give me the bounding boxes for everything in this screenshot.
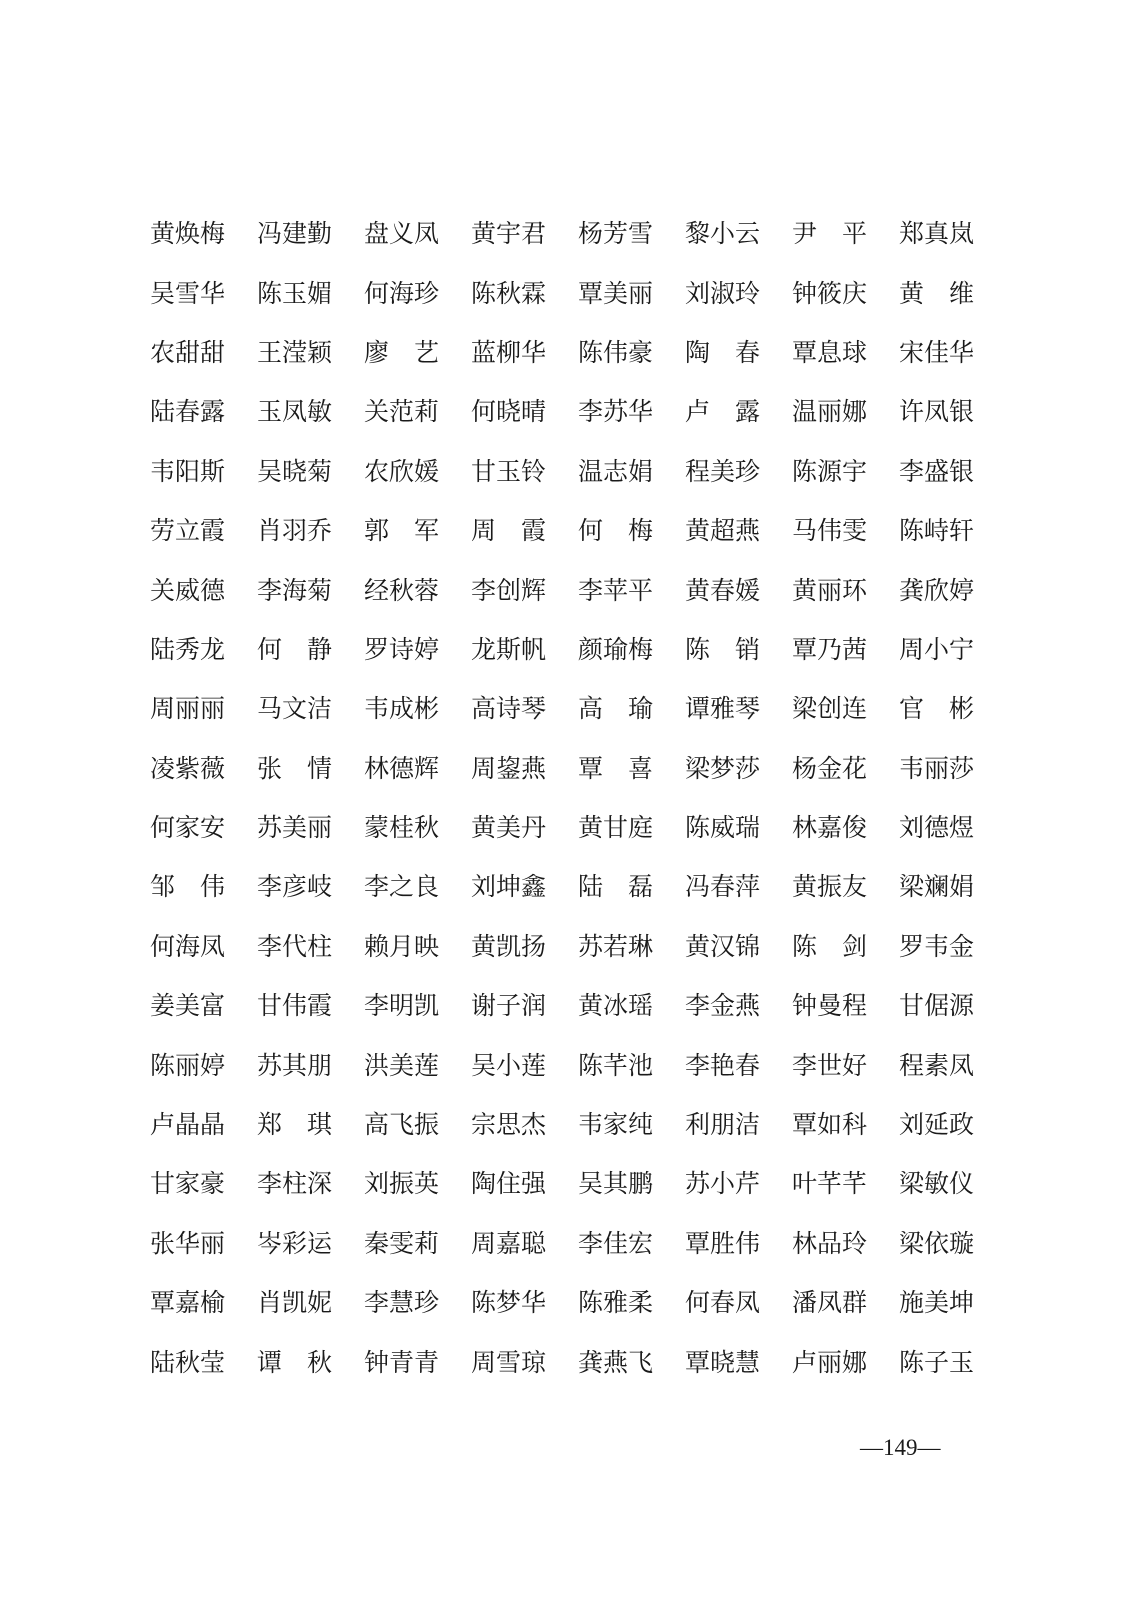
name-row xyxy=(150,798,980,857)
name-entry: 陶 春 xyxy=(685,337,761,367)
name-entry: 李世好 xyxy=(792,1050,868,1080)
name-entry: 周雪琼 xyxy=(471,1347,547,1377)
name-entry: 岑彩运 xyxy=(257,1228,333,1258)
name-row xyxy=(150,1035,980,1094)
name-entry: 苏其朋 xyxy=(257,1050,333,1080)
name-entry: 陈峙轩 xyxy=(899,516,975,546)
name-entry: 梁敏仪 xyxy=(899,1169,975,1199)
name-entry: 冯春萍 xyxy=(685,872,761,902)
name-entry: 官 彬 xyxy=(899,694,975,724)
name-entry: 何 梅 xyxy=(578,516,654,546)
name-entry: 宋佳华 xyxy=(899,337,975,367)
name-row xyxy=(150,501,980,560)
name-row xyxy=(150,679,980,738)
name-entry: 周丽丽 xyxy=(150,694,226,724)
name-entry: 马文洁 xyxy=(257,694,333,724)
name-entry: 陈伟豪 xyxy=(578,337,654,367)
name-entry: 陈丽婷 xyxy=(150,1050,226,1080)
name-entry: 高 瑜 xyxy=(578,694,654,724)
name-entry: 钟青青 xyxy=(364,1347,440,1377)
name-entry: 肖羽乔 xyxy=(257,516,333,546)
name-entry: 陈梦华 xyxy=(471,1288,547,1318)
name-entry: 黄凯扬 xyxy=(471,931,547,961)
name-entry: 张华丽 xyxy=(150,1228,226,1258)
name-entry: 覃乃茜 xyxy=(792,634,868,664)
name-entry: 陶住强 xyxy=(471,1169,547,1199)
name-entry: 覃息球 xyxy=(792,337,868,367)
name-entry: 甘伟霞 xyxy=(257,991,333,1021)
name-entry: 甘玉铃 xyxy=(471,456,547,486)
name-entry: 覃 喜 xyxy=(578,753,654,783)
name-row xyxy=(150,323,980,382)
name-entry: 甘家豪 xyxy=(150,1169,226,1199)
name-row xyxy=(150,204,980,263)
name-row xyxy=(150,620,980,679)
name-entry: 李海菊 xyxy=(257,575,333,605)
name-entry: 何家安 xyxy=(150,813,226,843)
name-entry: 李苏华 xyxy=(578,397,654,427)
name-entry: 钟曼程 xyxy=(792,991,868,1021)
name-entry: 覃嘉榆 xyxy=(150,1288,226,1318)
name-entry: 李佳宏 xyxy=(578,1228,654,1258)
name-entry: 利朋洁 xyxy=(685,1110,761,1140)
name-entry: 吴小莲 xyxy=(471,1050,547,1080)
name-entry: 黄宇君 xyxy=(471,219,547,249)
name-entry: 梁创连 xyxy=(792,694,868,724)
name-entry: 潘凤群 xyxy=(792,1288,868,1318)
name-entry: 罗韦金 xyxy=(899,931,975,961)
name-entry: 谭 秋 xyxy=(257,1347,333,1377)
name-entry: 关威德 xyxy=(150,575,226,605)
name-entry: 李盛银 xyxy=(899,456,975,486)
name-entry: 蒙桂秋 xyxy=(364,813,440,843)
name-entry: 李柱深 xyxy=(257,1169,333,1199)
name-entry: 陈 销 xyxy=(685,634,761,664)
name-entry: 杨芳雪 xyxy=(578,219,654,249)
name-entry: 苏小芹 xyxy=(685,1169,761,1199)
name-entry: 黄 维 xyxy=(899,278,975,308)
name-entry: 陈玉媚 xyxy=(257,278,333,308)
name-row xyxy=(150,382,980,441)
name-entry: 王滢颖 xyxy=(257,337,333,367)
name-entry: 黄振友 xyxy=(792,872,868,902)
name-entry: 高诗琴 xyxy=(471,694,547,724)
name-entry: 卢 露 xyxy=(685,397,761,427)
name-entry: 梁斓娟 xyxy=(899,872,975,902)
name-entry: 黄超燕 xyxy=(685,516,761,546)
name-entry: 劳立霞 xyxy=(150,516,226,546)
name-entry: 卢丽娜 xyxy=(792,1347,868,1377)
name-row xyxy=(150,1154,980,1213)
name-entry: 李艳春 xyxy=(685,1050,761,1080)
name-entry: 何春凤 xyxy=(685,1288,761,1318)
name-row xyxy=(150,1273,980,1332)
name-entry: 许凤银 xyxy=(899,397,975,427)
name-entry: 龙斯帆 xyxy=(471,634,547,664)
name-row xyxy=(150,976,980,1035)
name-entry: 肖凯妮 xyxy=(257,1288,333,1318)
name-entry: 黄美丹 xyxy=(471,813,547,843)
name-entry: 陈雅柔 xyxy=(578,1288,654,1318)
name-entry: 黄春媛 xyxy=(685,575,761,605)
name-entry: 刘淑玲 xyxy=(685,278,761,308)
name-entry: 杨金花 xyxy=(792,753,868,783)
name-entry: 周嘉聪 xyxy=(471,1228,547,1258)
name-list xyxy=(150,204,980,1392)
name-entry: 叶芊芊 xyxy=(792,1169,868,1199)
name-row xyxy=(150,560,980,619)
name-entry: 李苹平 xyxy=(578,575,654,605)
name-entry: 林嘉俊 xyxy=(792,813,868,843)
name-entry: 周鋆燕 xyxy=(471,753,547,783)
name-entry: 何海凤 xyxy=(150,931,226,961)
name-entry: 赖月映 xyxy=(364,931,440,961)
name-row xyxy=(150,1332,980,1391)
name-entry: 陈芊池 xyxy=(578,1050,654,1080)
name-entry: 罗诗婷 xyxy=(364,634,440,664)
name-entry: 玉凤敏 xyxy=(257,397,333,427)
name-entry: 陈子玉 xyxy=(899,1347,975,1377)
name-entry: 刘坤鑫 xyxy=(471,872,547,902)
name-entry: 李慧珍 xyxy=(364,1288,440,1318)
name-entry: 陆 磊 xyxy=(578,872,654,902)
name-entry: 覃胜伟 xyxy=(685,1228,761,1258)
name-entry: 覃如科 xyxy=(792,1110,868,1140)
name-entry: 李之良 xyxy=(364,872,440,902)
name-entry: 韦丽莎 xyxy=(899,753,975,783)
name-entry: 颜瑜梅 xyxy=(578,634,654,664)
name-entry: 何晓晴 xyxy=(471,397,547,427)
name-entry: 冯建勤 xyxy=(257,219,333,249)
name-entry: 凌紫薇 xyxy=(150,753,226,783)
name-entry: 甘倨源 xyxy=(899,991,975,1021)
name-row xyxy=(150,263,980,322)
name-entry: 陆秀龙 xyxy=(150,634,226,664)
name-entry: 林德辉 xyxy=(364,753,440,783)
name-entry: 周小宁 xyxy=(899,634,975,664)
name-entry: 施美坤 xyxy=(899,1288,975,1318)
name-entry: 刘振英 xyxy=(364,1169,440,1199)
name-row xyxy=(150,857,980,916)
name-entry: 程素凤 xyxy=(899,1050,975,1080)
name-entry: 农甜甜 xyxy=(150,337,226,367)
name-entry: 黎小云 xyxy=(685,219,761,249)
name-entry: 吴雪华 xyxy=(150,278,226,308)
name-entry: 何海珍 xyxy=(364,278,440,308)
name-entry: 李彦岐 xyxy=(257,872,333,902)
name-entry: 陆春露 xyxy=(150,397,226,427)
name-entry: 邹 伟 xyxy=(150,872,226,902)
name-entry: 郭 军 xyxy=(364,516,440,546)
name-entry: 梁依璇 xyxy=(899,1228,975,1258)
name-entry: 关范莉 xyxy=(364,397,440,427)
name-entry: 温丽娜 xyxy=(792,397,868,427)
name-entry: 李金燕 xyxy=(685,991,761,1021)
name-entry: 马伟雯 xyxy=(792,516,868,546)
name-entry: 谭雅琴 xyxy=(685,694,761,724)
name-entry: 梁梦莎 xyxy=(685,753,761,783)
name-entry: 秦雯莉 xyxy=(364,1228,440,1258)
name-entry: 覃晓慧 xyxy=(685,1347,761,1377)
name-entry: 廖 艺 xyxy=(364,337,440,367)
name-entry: 经秋蓉 xyxy=(364,575,440,605)
page-number: —149— xyxy=(860,1435,941,1460)
name-row xyxy=(150,1214,980,1273)
name-row xyxy=(150,442,980,501)
name-entry: 洪美莲 xyxy=(364,1050,440,1080)
name-entry: 农欣媛 xyxy=(364,456,440,486)
name-entry: 郑 琪 xyxy=(257,1110,333,1140)
name-row xyxy=(150,1095,980,1154)
name-entry: 林品玲 xyxy=(792,1228,868,1258)
name-entry: 李创辉 xyxy=(471,575,547,605)
name-entry: 郑真岚 xyxy=(899,219,975,249)
name-entry: 覃美丽 xyxy=(578,278,654,308)
name-entry: 龚燕飞 xyxy=(578,1347,654,1377)
name-entry: 高飞振 xyxy=(364,1110,440,1140)
name-entry: 姜美富 xyxy=(150,991,226,1021)
name-row xyxy=(150,739,980,798)
name-entry: 张 情 xyxy=(257,753,333,783)
name-entry: 刘德煜 xyxy=(899,813,975,843)
name-entry: 苏美丽 xyxy=(257,813,333,843)
name-entry: 陈秋霖 xyxy=(471,278,547,308)
name-entry: 蓝柳华 xyxy=(471,337,547,367)
name-entry: 陈 剑 xyxy=(792,931,868,961)
name-entry: 盘义凤 xyxy=(364,219,440,249)
name-entry: 苏若琳 xyxy=(578,931,654,961)
name-entry: 李明凯 xyxy=(364,991,440,1021)
name-entry: 黄丽环 xyxy=(792,575,868,605)
name-entry: 韦成彬 xyxy=(364,694,440,724)
name-entry: 卢晶晶 xyxy=(150,1110,226,1140)
name-entry: 韦家纯 xyxy=(578,1110,654,1140)
name-row xyxy=(150,917,980,976)
name-entry: 陈威瑞 xyxy=(685,813,761,843)
name-entry: 吴其鹏 xyxy=(578,1169,654,1199)
name-entry: 龚欣婷 xyxy=(899,575,975,605)
name-entry: 周 霞 xyxy=(471,516,547,546)
name-entry: 黄汉锦 xyxy=(685,931,761,961)
name-entry: 尹 平 xyxy=(792,219,868,249)
name-entry: 程美珍 xyxy=(685,456,761,486)
name-entry: 刘延政 xyxy=(899,1110,975,1140)
name-entry: 吴晓菊 xyxy=(257,456,333,486)
name-entry: 何 静 xyxy=(257,634,333,664)
name-entry: 韦阳斯 xyxy=(150,456,226,486)
name-entry: 宗思杰 xyxy=(471,1110,547,1140)
name-entry: 黄甘庭 xyxy=(578,813,654,843)
name-entry: 陈源宇 xyxy=(792,456,868,486)
name-entry: 温志娟 xyxy=(578,456,654,486)
name-entry: 谢子润 xyxy=(471,991,547,1021)
name-entry: 陆秋莹 xyxy=(150,1347,226,1377)
name-entry: 黄冰瑶 xyxy=(578,991,654,1021)
name-entry: 李代柱 xyxy=(257,931,333,961)
name-entry: 钟筱庆 xyxy=(792,278,868,308)
name-entry: 黄焕梅 xyxy=(150,219,226,249)
